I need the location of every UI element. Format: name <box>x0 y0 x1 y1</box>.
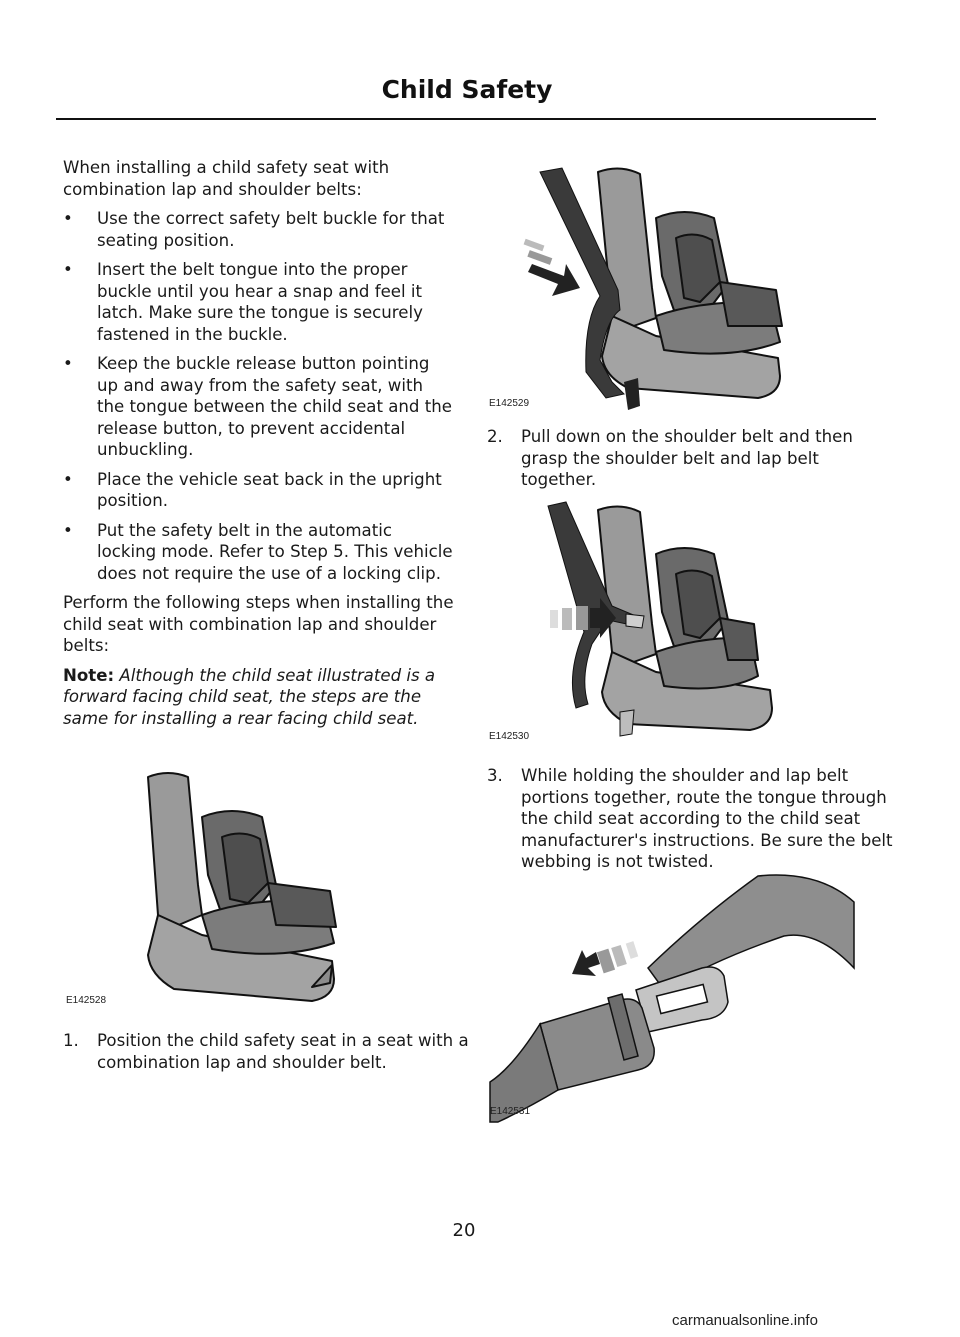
figure-child-seat <box>62 765 452 1010</box>
belt-buckle-illustration <box>488 872 858 1127</box>
figure-code: E142531 <box>490 1106 531 1117</box>
belt-tongue <box>626 614 644 628</box>
intro-paragraph: When installing a child safety seat with combination lap and shoulder belts: <box>63 158 390 199</box>
grasp-belts-illustration <box>488 498 878 743</box>
step-number: 1. <box>63 1031 79 1050</box>
bullet-marker: • <box>63 520 73 540</box>
figure-code: E142528 <box>66 995 107 1006</box>
bullet-marker: • <box>63 260 73 279</box>
page-title: Child Safety <box>381 75 553 104</box>
figure-code: E142529 <box>489 398 530 409</box>
bullet-item <box>63 208 455 251</box>
watermark: carmanualsonline.info <box>672 1312 818 1329</box>
belt-webbing <box>648 875 854 990</box>
shoulder-belt-illustration <box>488 160 878 415</box>
bullet-marker: • <box>63 354 73 373</box>
figure-belt-buckle <box>488 872 858 1127</box>
note-label: Note: <box>63 665 115 685</box>
bullet-marker: • <box>63 209 73 228</box>
figure-pull-shoulder-belt <box>488 160 878 415</box>
bullet-item <box>63 469 455 512</box>
child-seat-illustration <box>62 765 452 1010</box>
step-text: While holding the shoulder and lap belt portions together, route the tongue through the child seat according to the child seat manufacturer's instructions. Be sure the belt webbing is not twisted. <box>521 766 893 871</box>
belt-buckle <box>620 710 634 736</box>
bullet-text: Insert the belt tongue into the proper buckle until you hear a snap and feel it latch. Make sure the tongue is securely fastened in the buckle. <box>97 260 423 344</box>
bullet-text: Put the safety belt in the automatic locking mode. Refer to Step 5. This vehicle does not require the use of a locking clip. <box>97 520 453 583</box>
bullet-text: Keep the buckle release button pointing up and away from the safety seat, with the tongue between the child seat and the release button, to prevent accidental unbuckling. <box>97 354 452 459</box>
step-number: 3. <box>487 766 503 785</box>
step-text: Pull down on the shoulder belt and then grasp the shoulder belt and lap belt together. <box>521 427 853 489</box>
bullet-text: Use the correct safety belt buckle for that seating position. <box>97 209 445 250</box>
step-3 <box>487 765 907 873</box>
step-1 <box>63 1030 477 1073</box>
page-number: 20 <box>452 1220 476 1241</box>
belt-buckle <box>624 378 640 410</box>
figure-grasp-belts <box>488 498 878 743</box>
bullet-item <box>63 259 455 345</box>
arrow-left-icon <box>572 941 638 976</box>
bullet-item <box>63 520 455 585</box>
note-text: Although the child seat illustrated is a forward facing child seat, the steps are the same for installing a rear facing child seat. <box>63 665 436 728</box>
perform-paragraph: Perform the following steps when installing the child seat with combination lap and shoulder belts: <box>63 593 454 655</box>
buckle-body <box>540 999 654 1090</box>
title-divider <box>56 118 876 120</box>
note-paragraph <box>63 665 455 730</box>
bullet-text: Place the vehicle seat back in the upright position. <box>97 469 442 510</box>
step-text: Position the child safety seat in a seat with a combination lap and shoulder belt. <box>97 1031 469 1072</box>
arrow-down-icon <box>524 239 580 296</box>
bullet-marker: • <box>63 469 73 489</box>
bullet-item <box>63 353 455 461</box>
step-number: 2. <box>487 427 503 446</box>
figure-code: E142530 <box>489 731 530 742</box>
left-column <box>63 157 455 737</box>
step-2 <box>487 426 891 491</box>
